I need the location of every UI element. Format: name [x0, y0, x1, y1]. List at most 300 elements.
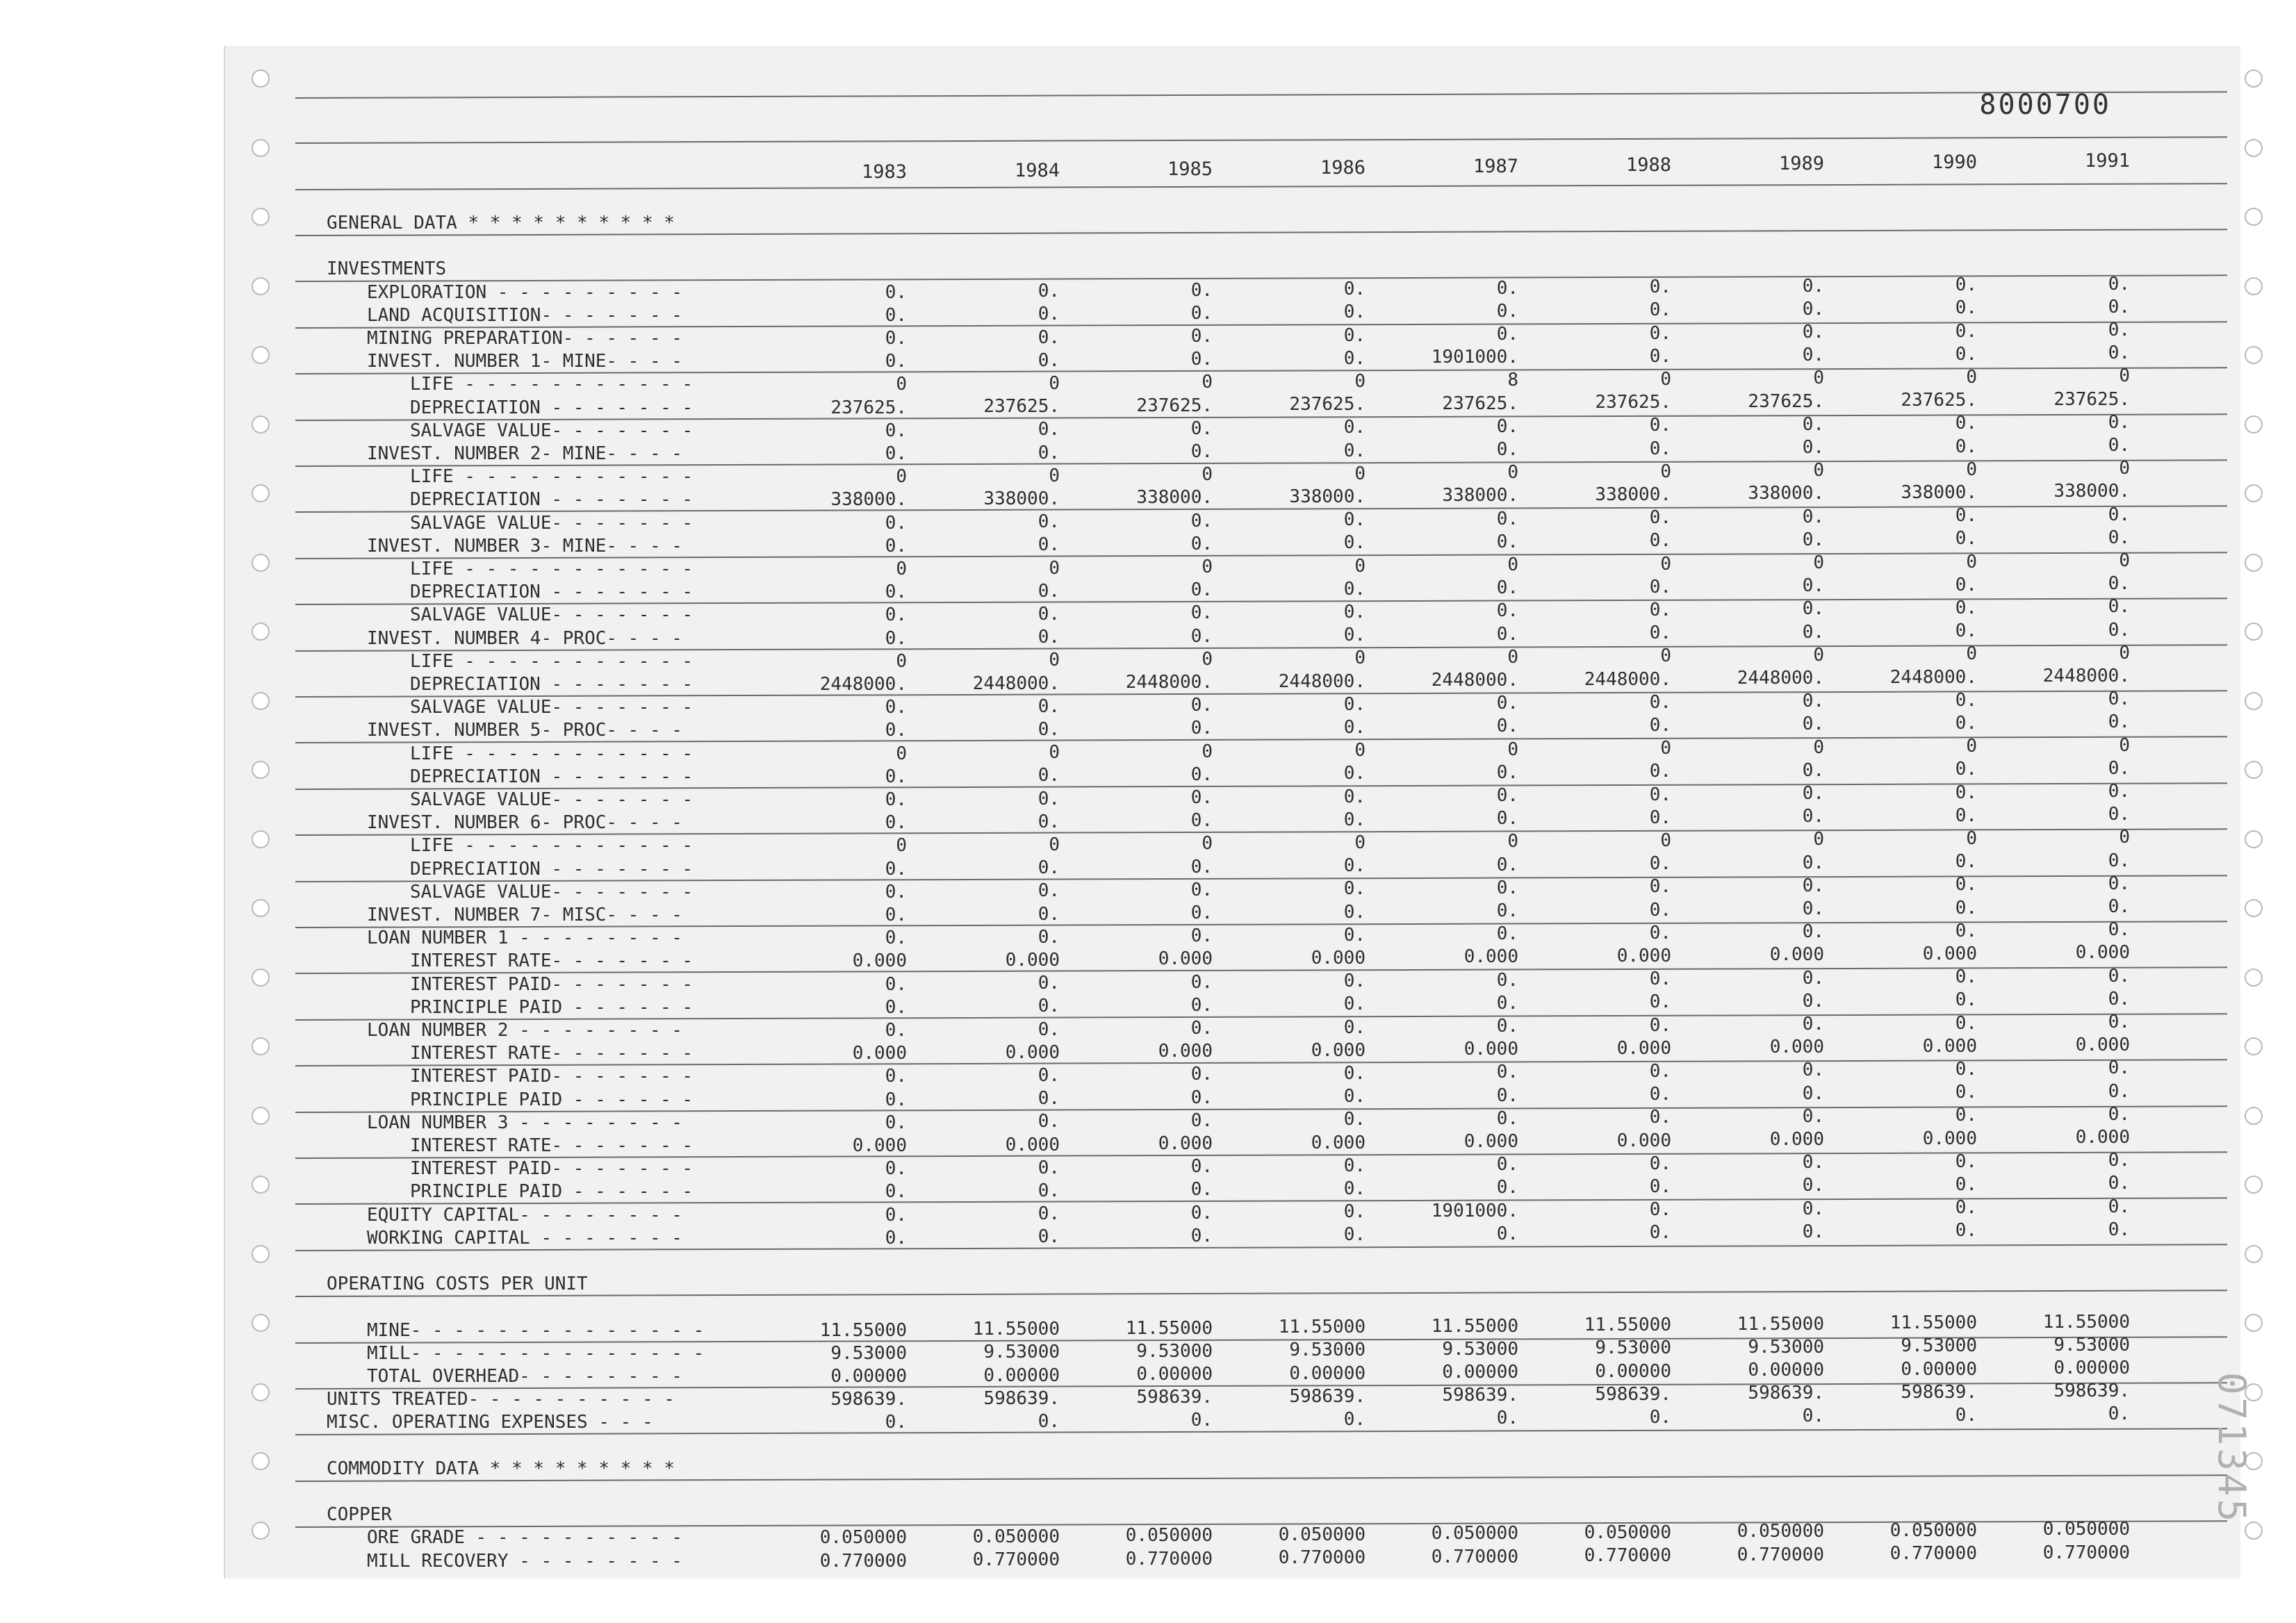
table-cell: 0. — [1649, 1014, 1671, 1036]
table-cell: 0. — [1343, 924, 1366, 946]
table-cell: 0.050000 — [1889, 1519, 1977, 1541]
table-cell: 0. — [1496, 1016, 1518, 1037]
row-label: PRINCIPLE PAID - - - - - - — [410, 1089, 693, 1110]
feed-hole — [252, 554, 270, 572]
table-cell: 0. — [2108, 273, 2130, 295]
table-cell: 0. — [1190, 1179, 1213, 1201]
table-cell: 0. — [2108, 850, 2130, 871]
table-cell: 0 — [2119, 827, 2130, 848]
table-cell: 0 — [1813, 552, 1824, 573]
table-cell: 0.050000 — [1125, 1525, 1213, 1547]
row-label: LOAN NUMBER 2 - - - - - - - - — [367, 1020, 682, 1041]
table-cell: 0. — [1343, 901, 1366, 923]
table-cell: 0. — [1955, 1173, 1977, 1195]
table-cell: 0 — [1049, 557, 1060, 579]
table-cell: 0. — [1955, 1151, 1977, 1172]
table-cell: 0 — [1202, 741, 1213, 762]
table-cell: 0. — [1955, 620, 1977, 642]
feed-hole — [2245, 208, 2263, 226]
table-cell: 0. — [885, 1066, 907, 1087]
table-cell: 0 — [1354, 832, 1366, 853]
table-cell: 9.53000 — [1901, 1335, 1977, 1357]
table-cell: 237625. — [1748, 390, 1824, 412]
table-cell: 0. — [1955, 574, 1977, 595]
table-cell: 0. — [885, 535, 907, 557]
row-label: DEPRECIATION - - - - - - - — [410, 674, 693, 695]
table-cell: 0. — [1190, 1410, 1213, 1431]
table-cell: 0.000 — [1005, 1041, 1060, 1063]
table-cell: 0. — [1343, 1201, 1366, 1223]
table-cell: 0. — [1190, 787, 1213, 808]
table-cell: 0. — [1190, 349, 1213, 370]
table-cell: 0. — [1190, 879, 1213, 900]
table-cell: 0. — [1496, 969, 1518, 991]
row-label: PRINCIPLE PAID - - - - - - — [410, 1181, 693, 1203]
table-cell: 0. — [1649, 714, 1671, 736]
row-label: WORKING CAPITAL - - - - - - - — [367, 1227, 682, 1249]
table-cell: 0 — [896, 374, 907, 395]
feed-hole — [2245, 761, 2263, 779]
table-cell: 237625. — [1901, 390, 1977, 411]
table-cell: 0. — [1190, 510, 1213, 532]
table-cell: 0. — [1343, 878, 1366, 900]
table-cell: 0 — [1507, 831, 1518, 852]
table-cell: 0. — [1038, 811, 1060, 832]
table-cell: 0. — [2108, 596, 2130, 618]
row-label: EQUITY CAPITAL- - - - - - - - — [367, 1204, 682, 1226]
table-cell: 0 — [1507, 739, 1518, 760]
table-cell: 0. — [1496, 577, 1518, 599]
table-cell: 0 — [896, 743, 907, 764]
table-cell: 0. — [1649, 322, 1671, 344]
table-cell: 0. — [1802, 1221, 1824, 1242]
table-cell: 598639. — [1901, 1381, 1977, 1403]
table-cell: 0. — [1038, 1064, 1060, 1086]
table-cell: 0. — [1649, 415, 1671, 436]
table-cell: 0. — [1343, 302, 1366, 323]
table-cell: 0. — [1038, 857, 1060, 879]
table-cell: 0. — [1190, 1110, 1213, 1131]
table-cell: 0.000 — [1005, 1134, 1060, 1155]
table-cell: 0.000 — [1158, 1041, 1213, 1062]
table-cell: 0 — [1966, 551, 1977, 572]
table-cell: 0. — [1955, 528, 1977, 550]
table-cell: 0. — [2108, 919, 2130, 941]
table-cell: 0 — [896, 559, 907, 579]
table-cell: 0. — [2108, 804, 2130, 825]
table-cell: 0. — [1496, 324, 1518, 345]
feed-hole — [252, 139, 270, 157]
table-cell: 0. — [1038, 534, 1060, 556]
table-cell: 0. — [1343, 1086, 1366, 1107]
feed-hole — [2245, 830, 2263, 848]
table-cell: 0. — [1343, 855, 1366, 877]
table-cell: 0. — [885, 1227, 907, 1249]
side-stamp-number: 071345 — [2210, 1372, 2254, 1525]
table-cell: 0. — [1649, 599, 1671, 620]
table-cell: 0. — [2108, 873, 2130, 894]
table-cell: 0. — [1955, 1404, 1977, 1426]
row-label: LIFE - - - - - - - - - - - — [410, 559, 693, 579]
table-cell: 0. — [1038, 327, 1060, 348]
table-cell: 0.050000 — [1584, 1522, 1671, 1543]
feed-hole — [252, 1383, 270, 1401]
table-cell: 0. — [885, 697, 907, 718]
table-cell: 0. — [2108, 1150, 2130, 1171]
table-cell: 0 — [1966, 643, 1977, 665]
table-cell: 0. — [1955, 874, 1977, 896]
table-cell: 11.55000 — [819, 1319, 907, 1341]
table-cell: 0. — [1038, 1157, 1060, 1178]
table-cell: 0. — [1955, 1197, 1977, 1219]
row-label: MINING PREPARATION- - - - - - — [367, 328, 682, 349]
table-cell: 0 — [2119, 365, 2130, 387]
table-cell: 11.55000 — [1431, 1315, 1518, 1337]
table-cell: 0. — [1496, 877, 1518, 898]
table-cell: 11.55000 — [1584, 1315, 1671, 1336]
table-cell: 0. — [1038, 926, 1060, 948]
table-cell: 0. — [1038, 304, 1060, 325]
feed-hole — [252, 1107, 270, 1125]
table-cell: 237625. — [1442, 393, 1518, 414]
table-cell: 0. — [1802, 898, 1824, 919]
table-cell: 0. — [2108, 435, 2130, 456]
table-cell: 0. — [1038, 718, 1060, 740]
table-cell: 0. — [2108, 411, 2130, 433]
row-label: INVEST. NUMBER 5- PROC- - - - — [367, 720, 682, 741]
feed-hole — [2245, 969, 2263, 987]
row-label: INTEREST RATE- - - - - - - — [410, 950, 693, 972]
table-cell: 0.000 — [2075, 942, 2130, 964]
table-cell: 0 — [1660, 830, 1671, 851]
table-cell: 0. — [885, 1112, 907, 1133]
table-cell: 0. — [1190, 602, 1213, 624]
table-cell: 0. — [1496, 1062, 1518, 1083]
table-cell: 0 — [1049, 372, 1060, 394]
table-cell: 0. — [1649, 1176, 1671, 1197]
table-cell: 0.050000 — [1278, 1524, 1366, 1545]
table-cell: 0. — [1343, 763, 1366, 784]
table-cell: 0. — [1649, 1406, 1671, 1428]
table-cell: 0. — [1802, 1105, 1824, 1127]
table-cell: 0. — [1496, 1177, 1518, 1198]
table-cell: 0. — [2108, 1403, 2130, 1425]
feed-hole — [2245, 1107, 2263, 1125]
table-cell: 0. — [1649, 345, 1671, 367]
row-label: MINE- - - - - - - - - - - - - - — [367, 1319, 705, 1341]
table-cell: 0.00000 — [2053, 1358, 2130, 1378]
table-cell: 0.000 — [2075, 1035, 2130, 1056]
table-cell: 0. — [1496, 854, 1518, 875]
table-cell: 0 — [1049, 465, 1060, 486]
table-cell: 0. — [1802, 598, 1824, 620]
row-label: INTEREST RATE- - - - - - - — [410, 1135, 693, 1156]
row-label: LIFE - - - - - - - - - - - — [410, 835, 693, 857]
table-cell: 9.53000 — [1442, 1338, 1518, 1360]
table-cell: 0. — [1955, 1220, 1977, 1242]
table-cell: 0. — [1190, 579, 1213, 601]
table-cell: 0. — [1038, 1088, 1060, 1110]
table-cell: 0. — [1802, 990, 1824, 1012]
table-cell: 0. — [2108, 1196, 2130, 1217]
table-cell: 0. — [1343, 578, 1366, 600]
table-cell: 0.00000 — [983, 1365, 1060, 1386]
table-cell: 0 — [896, 650, 907, 672]
table-cell: 0. — [1038, 419, 1060, 440]
table-cell: 598639. — [1289, 1385, 1366, 1407]
row-label: INTEREST PAID- - - - - - - — [410, 973, 693, 995]
table-cell: 0. — [1496, 277, 1518, 299]
row-label: SALVAGE VALUE- - - - - - - — [410, 420, 693, 441]
row-label: DEPRECIATION - - - - - - - — [410, 766, 693, 787]
table-cell: 0. — [1802, 345, 1824, 366]
table-cell: 0. — [1190, 533, 1213, 554]
row-label: INVEST. NUMBER 4- PROC- - - - — [367, 627, 682, 649]
row-label: LIFE - - - - - - - - - - - — [410, 466, 693, 488]
table-cell: 0. — [1343, 1155, 1366, 1176]
table-cell: 0. — [1649, 1199, 1671, 1221]
table-cell: 0. — [1343, 1062, 1366, 1084]
table-cell: 0. — [1038, 627, 1060, 648]
row-label: SALVAGE VALUE- - - - - - - — [410, 697, 693, 718]
table-cell: 0. — [885, 996, 907, 1018]
feed-hole — [252, 761, 270, 779]
table-cell: 338000. — [1136, 487, 1213, 509]
table-cell: 0.000 — [1769, 1037, 1824, 1058]
table-cell: 0. — [1190, 418, 1213, 439]
table-cell: 8 — [1507, 370, 1518, 391]
table-cell: 0.000 — [1311, 1039, 1366, 1061]
table-cell: 0. — [1955, 436, 1977, 457]
table-cell: 0. — [885, 627, 907, 649]
table-cell: 0.00000 — [1289, 1362, 1366, 1384]
feed-hole — [2245, 1176, 2263, 1194]
table-cell: 0. — [1955, 320, 1977, 342]
feed-hole — [2245, 69, 2263, 88]
row-label: DEPRECIATION - - - - - - - — [410, 582, 693, 603]
table-cell: 0. — [1955, 413, 1977, 434]
table-cell: 0 — [1354, 463, 1366, 484]
table-cell: 0. — [1038, 580, 1060, 602]
table-cell: 0.000 — [1311, 947, 1366, 969]
table-cell: 0. — [885, 766, 907, 787]
table-cell: 0.050000 — [1431, 1523, 1518, 1544]
table-cell: 0. — [1649, 299, 1671, 321]
table-cell: 338000. — [830, 489, 907, 511]
table-cell: 0. — [1955, 297, 1977, 319]
year-header-cell: 1991 — [2084, 150, 2130, 172]
feed-hole — [252, 208, 270, 226]
table-cell: 0 — [1049, 834, 1060, 855]
feed-hole — [252, 69, 270, 88]
row-label: INVEST. NUMBER 7- MISC- - - - — [367, 905, 682, 925]
table-cell: 0 — [1966, 827, 1977, 849]
table-cell: 0.000 — [852, 1043, 907, 1064]
table-cell: 0. — [1955, 989, 1977, 1011]
table-cell: 0. — [1343, 532, 1366, 554]
feed-hole — [2245, 139, 2263, 157]
table-cell: 0. — [1496, 761, 1518, 783]
row-label: INVEST. NUMBER 6- PROC- - - - — [367, 812, 682, 834]
table-cell: 0. — [1496, 1085, 1518, 1106]
table-cell: 0 — [1507, 646, 1518, 668]
table-cell: 0 — [1660, 553, 1671, 575]
table-cell: 0. — [1955, 805, 1977, 826]
table-cell: 0.00000 — [1595, 1360, 1671, 1382]
table-cell: 0. — [1496, 923, 1518, 945]
row-label: EXPLORATION - - - - - - - - - — [367, 281, 682, 303]
table-cell: 0 — [2119, 734, 2130, 756]
table-cell: 0. — [1038, 1019, 1060, 1040]
row-label: TOTAL OVERHEAD- - - - - - - - — [367, 1366, 682, 1387]
table-cell: 0. — [1343, 693, 1366, 715]
table-cell: 2448000. — [1889, 666, 1977, 688]
table-cell: 0. — [1343, 786, 1366, 807]
feed-hole — [252, 415, 270, 434]
row-label: INTEREST PAID- - - - - - - — [410, 1066, 693, 1087]
table-cell: 0. — [2108, 504, 2130, 525]
table-cell: 0. — [2108, 1219, 2130, 1240]
table-cell: 0. — [1649, 876, 1671, 898]
table-cell: 598639. — [1442, 1385, 1518, 1406]
row-label: PRINCIPLE PAID - - - - - - — [410, 996, 693, 1018]
table-cell: 2448000. — [2042, 666, 2130, 686]
row-label: LIFE - - - - - - - - - - - — [410, 650, 693, 672]
table-cell: 0. — [1496, 415, 1518, 437]
table-cell: 0 — [1660, 645, 1671, 667]
table-cell: 0 — [1813, 829, 1824, 850]
table-cell: 0. — [1038, 1180, 1060, 1201]
row-label: MILL- - - - - - - - - - - - - - — [367, 1342, 705, 1364]
table-cell: 0.00000 — [1901, 1358, 1977, 1380]
table-cell: 0. — [1496, 508, 1518, 529]
table-cell: 0.770000 — [1584, 1545, 1671, 1567]
table-cell: 0. — [1496, 600, 1518, 622]
table-cell: 0. — [1955, 689, 1977, 711]
table-cell: 0. — [2108, 1103, 2130, 1125]
table-cell: 0. — [885, 1181, 907, 1203]
table-cell: 0.000 — [852, 950, 907, 972]
table-cell: 237625. — [1136, 395, 1213, 416]
feed-hole — [252, 1176, 270, 1194]
table-cell: 0 — [1202, 557, 1213, 577]
row-label: DEPRECIATION - - - - - - - — [410, 397, 693, 418]
table-cell: 0 — [1507, 554, 1518, 575]
table-cell: 0. — [1496, 531, 1518, 552]
row-label: UNITS TREATED- - - - - - - - - - — [327, 1389, 675, 1410]
table-cell: 0.000 — [1463, 946, 1518, 968]
table-cell: 0. — [885, 351, 907, 372]
row-label: DEPRECIATION - - - - - - - — [410, 489, 693, 511]
table-cell: 0. — [1649, 1107, 1671, 1128]
table-cell: 338000. — [1289, 486, 1366, 507]
table-cell: 0. — [1802, 1175, 1824, 1196]
table-cell: 2448000. — [1584, 668, 1671, 690]
table-cell: 0 — [1813, 736, 1824, 758]
table-cell: 0. — [885, 328, 907, 349]
table-cell: 0. — [1038, 603, 1060, 625]
feed-hole — [2245, 692, 2263, 710]
table-cell: 0. — [1343, 1016, 1366, 1038]
table-cell: 0 — [1202, 833, 1213, 855]
table-cell: 0. — [1802, 1014, 1824, 1035]
table-cell: 0. — [1955, 597, 1977, 618]
table-cell: 0. — [1190, 441, 1213, 462]
feed-hole — [2245, 346, 2263, 364]
table-cell: 2448000. — [1278, 670, 1366, 692]
table-cell: 0. — [885, 905, 907, 925]
feed-hole — [252, 623, 270, 641]
table-cell: 0. — [885, 443, 907, 464]
table-cell: 0. — [1649, 761, 1671, 782]
table-cell: 0. — [1190, 718, 1213, 739]
table-cell: 0. — [1955, 343, 1977, 365]
table-cell: 0. — [1649, 438, 1671, 459]
table-cell: 0. — [1190, 994, 1213, 1016]
table-cell: 0.00000 — [1442, 1362, 1518, 1383]
table-cell: 0.770000 — [972, 1549, 1060, 1571]
table-cell: 0. — [1038, 1203, 1060, 1225]
feed-hole — [252, 692, 270, 710]
row-label: SALVAGE VALUE- - - - - - - — [410, 604, 693, 626]
table-cell: 338000. — [1442, 485, 1518, 506]
table-cell: 11.55000 — [1125, 1317, 1213, 1339]
row-label: LOAN NUMBER 1 - - - - - - - - — [367, 928, 682, 949]
table-cell: 0. — [1802, 621, 1824, 643]
row-label: DEPRECIATION - - - - - - - — [410, 858, 693, 880]
table-cell: 0.000 — [1463, 1039, 1518, 1060]
table-cell: 598639. — [983, 1387, 1060, 1409]
feed-hole — [2245, 1037, 2263, 1055]
table-cell: 0. — [1343, 1408, 1366, 1430]
table-cell: 0.050000 — [2042, 1519, 2130, 1540]
table-cell: 0. — [1802, 1198, 1824, 1219]
table-cell: 0.000 — [1463, 1131, 1518, 1152]
row-label: LIFE - - - - - - - - - - - — [410, 374, 693, 395]
table-cell: 0 — [896, 835, 907, 857]
table-cell: 0. — [1649, 853, 1671, 875]
table-cell: 0. — [1955, 966, 1977, 988]
table-cell: 0. — [1496, 992, 1518, 1014]
table-cell: 0. — [1190, 1064, 1213, 1085]
table-cell: 0. — [885, 789, 907, 810]
table-cell: 0. — [1649, 991, 1671, 1013]
table-cell: 0. — [1190, 1202, 1213, 1224]
table-cell: 0. — [885, 881, 907, 903]
table-cell: 0. — [885, 812, 907, 834]
table-cell: 0 — [1049, 742, 1060, 764]
table-cell: 0. — [1802, 806, 1824, 827]
table-cell: 338000. — [1748, 483, 1824, 504]
table-cell: 0. — [1343, 417, 1366, 438]
table-cell: 0. — [885, 720, 907, 741]
table-cell: 0. — [2108, 619, 2130, 641]
table-cell: 0. — [2108, 573, 2130, 595]
table-cell: 0. — [1649, 623, 1671, 644]
table-cell: 0. — [1496, 900, 1518, 921]
table-cell: 0. — [1649, 969, 1671, 990]
table-cell: 0 — [1660, 738, 1671, 759]
table-cell: 0. — [1190, 326, 1213, 347]
table-cell: 0. — [1955, 897, 1977, 918]
table-cell: 0. — [1802, 783, 1824, 804]
table-cell: 0. — [1190, 1087, 1213, 1108]
table-cell: 0. — [1955, 712, 1977, 734]
feed-hole — [2245, 1314, 2263, 1332]
table-cell: 9.53000 — [1748, 1336, 1824, 1358]
table-cell: 0. — [1038, 511, 1060, 533]
feed-hole — [252, 346, 270, 364]
